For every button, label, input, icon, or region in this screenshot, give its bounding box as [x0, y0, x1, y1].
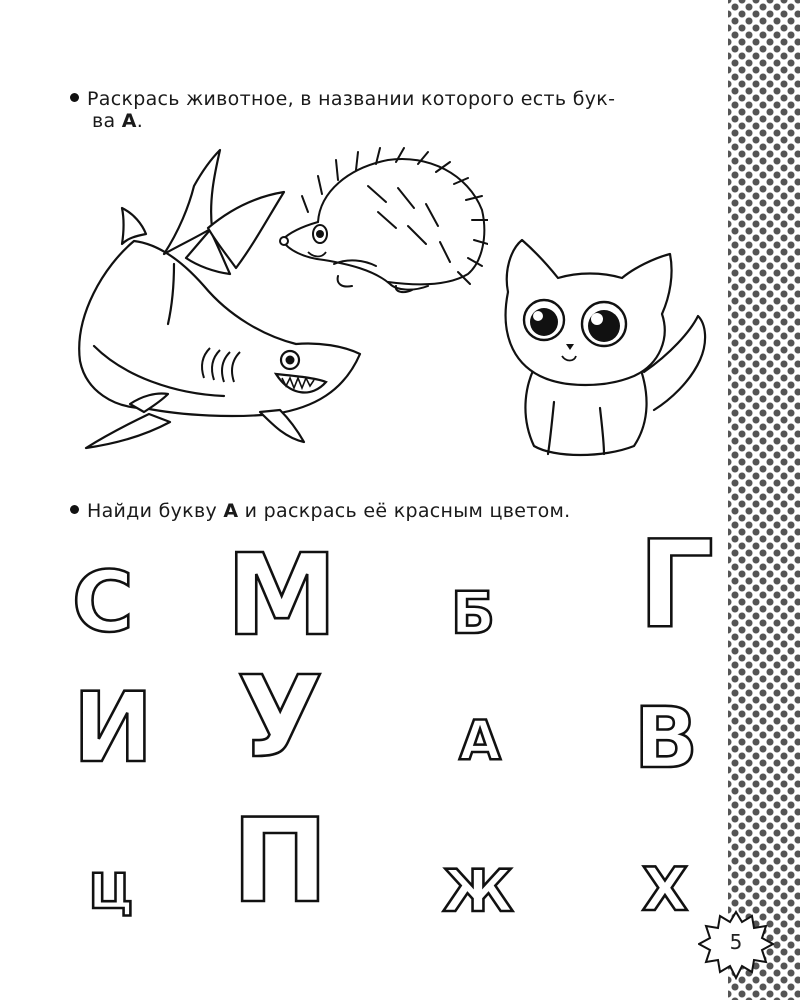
- cat-drawing[interactable]: [494, 232, 710, 464]
- letter-b[interactable]: Б: [450, 579, 496, 647]
- letter-p[interactable]: П: [231, 794, 329, 929]
- letter-zh[interactable]: Ж: [442, 857, 514, 925]
- task-1-bold-letter: А: [121, 110, 137, 132]
- task-1-period: .: [136, 110, 144, 132]
- task-1-text: Раскрась животное, в названии которого есть бук-: [87, 88, 616, 110]
- task-2-instruction: [70, 500, 571, 522]
- letter-v[interactable]: В: [633, 689, 699, 787]
- letter-i[interactable]: И: [72, 672, 154, 784]
- letter-s[interactable]: С: [72, 553, 134, 651]
- task-2-text: Найди букву: [87, 500, 224, 522]
- page-number-badge: [698, 910, 774, 980]
- letter-h[interactable]: Х: [641, 855, 689, 925]
- letter-ts[interactable]: Ц: [88, 864, 134, 920]
- task-1-instruction: [70, 88, 710, 132]
- hedgehog-drawing[interactable]: [278, 146, 488, 298]
- task-1-text-cont: ва: [92, 110, 122, 132]
- task-1-line-2: [70, 110, 710, 132]
- polka-dot-border: [728, 0, 800, 1000]
- letter-g[interactable]: Г: [637, 516, 715, 655]
- task-2-bold-letter: А: [223, 500, 239, 522]
- letter-m[interactable]: М: [226, 531, 338, 661]
- letter-a[interactable]: А: [459, 709, 501, 772]
- letter-u[interactable]: У: [236, 653, 324, 783]
- task-1-line-1: [70, 88, 710, 110]
- bullet-icon: [70, 93, 79, 102]
- page-number: 5: [729, 930, 743, 954]
- bullet-icon: [70, 505, 79, 514]
- task-2-text-cont: и раскрась её красным цветом.: [238, 500, 571, 522]
